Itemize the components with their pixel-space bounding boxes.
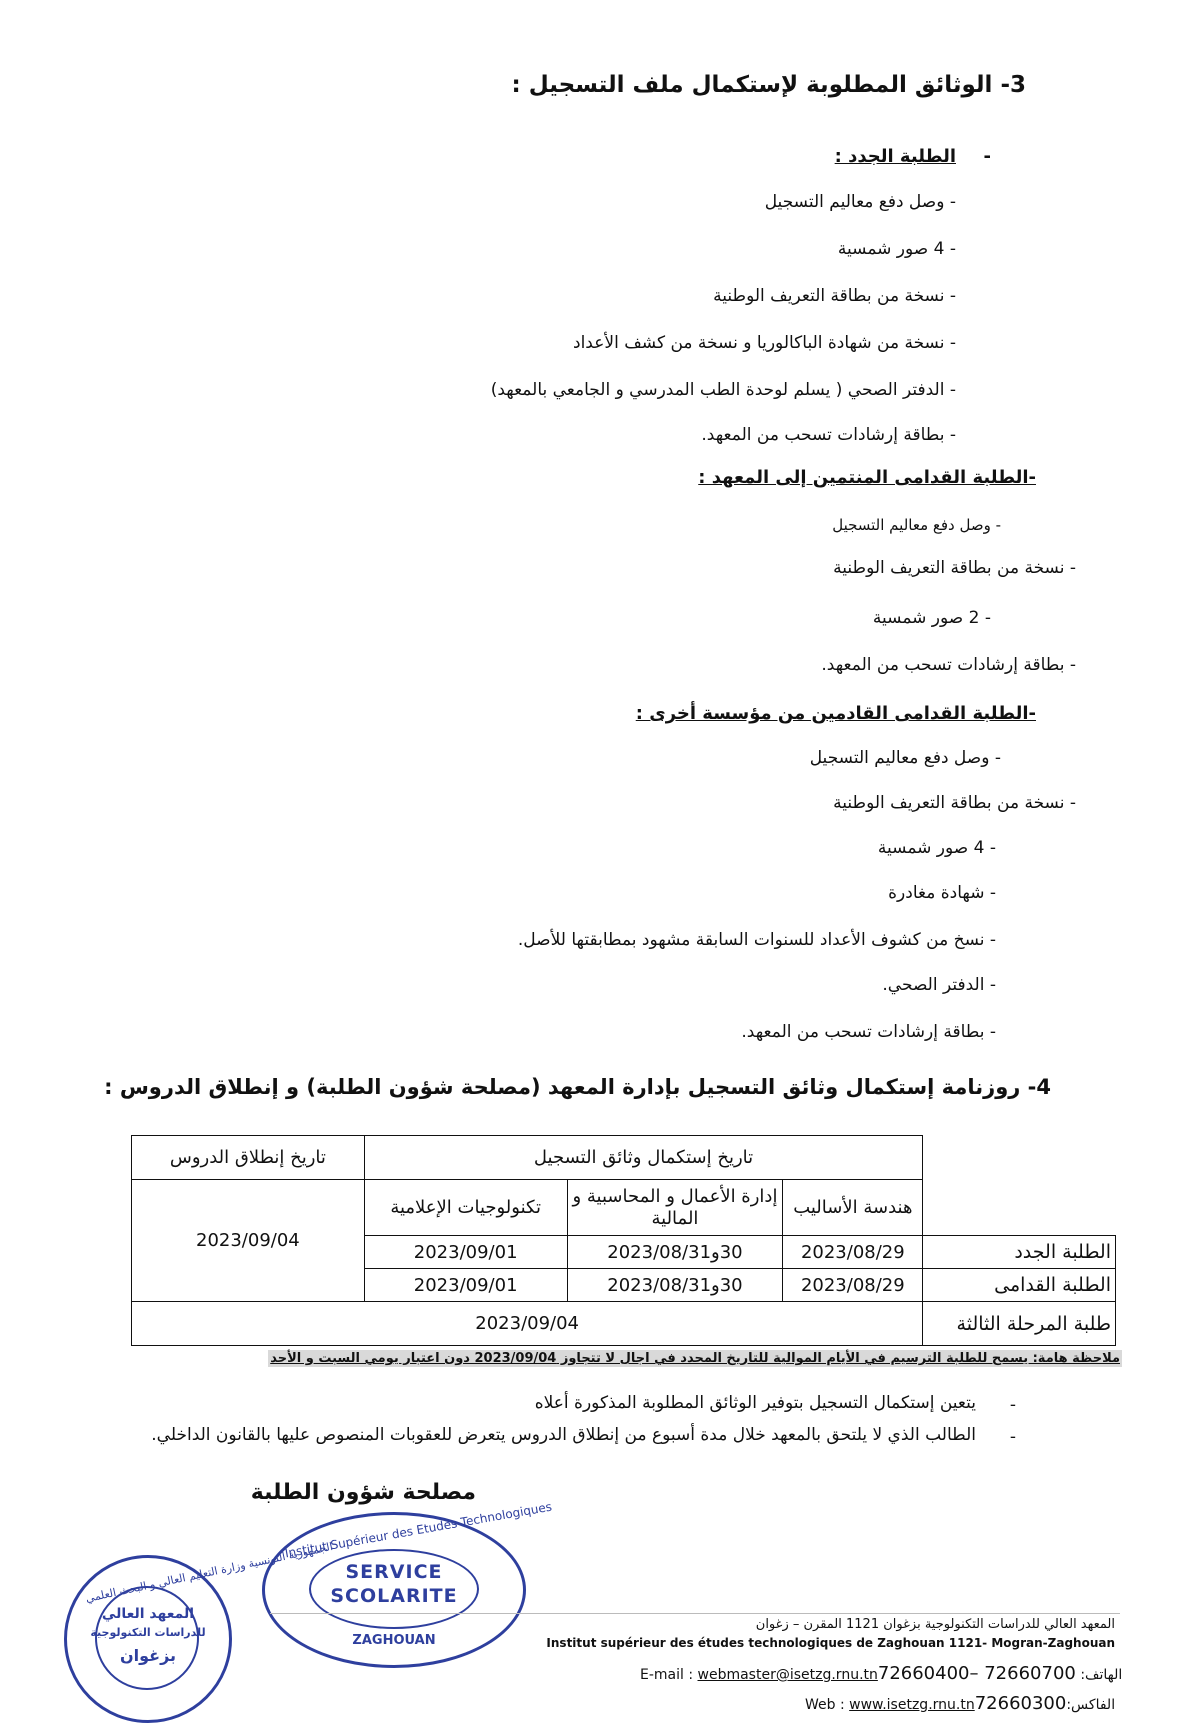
list-item: - نسخة من بطاقة التعريف الوطنية bbox=[713, 286, 956, 306]
table-cell bbox=[783, 1269, 923, 1302]
col-business-cell bbox=[567, 1180, 783, 1236]
start-date-cell bbox=[132, 1180, 365, 1302]
row-label: طلبة المرحلة الثالثة bbox=[956, 1312, 1111, 1335]
list-item: - وصل دفع معاليم التسجيل bbox=[764, 192, 956, 212]
header-docs: تاريخ إستكمال وثائق التسجيل bbox=[533, 1147, 754, 1168]
header-docs-cell bbox=[364, 1136, 923, 1180]
list-item: - شهادة مغادرة bbox=[888, 883, 996, 903]
date-value: 2023/09/01 bbox=[413, 1241, 518, 1263]
table-cell bbox=[567, 1236, 783, 1269]
list-item: - الدفتر الصحي. bbox=[882, 975, 996, 995]
list-item: - الدفتر الصحي ( يسلم لوحدة الطب المدرسي و الجامعي بالمعهد) bbox=[490, 380, 956, 400]
email-label: E-mail : bbox=[640, 1667, 694, 1683]
dash-marker: - bbox=[983, 146, 991, 167]
bullet-item: الطالب الذي لا يلتحق بالمعهد خلال مدة أسبوع من إنطلاق الدروس يتعرض للعقوبات المنصوص عليها بالقانون الداخلي. bbox=[151, 1425, 976, 1445]
footer-web-line bbox=[805, 1693, 1115, 1714]
start-date: 2023/09/04 bbox=[196, 1230, 300, 1251]
bullet-item: يتعين إستكمال التسجيل بتوفير الوثائق المطلوبة المذكورة أعلاه bbox=[534, 1393, 976, 1413]
header-start: تاريخ إنطلاق الدروس bbox=[169, 1147, 326, 1168]
footer-divider bbox=[270, 1613, 1120, 1614]
phone-label: الهاتف: bbox=[1080, 1667, 1123, 1683]
list-item: - 4 صور شمسية bbox=[877, 838, 996, 858]
round-stamp-line2: للدراسات التكنولوجية bbox=[90, 1626, 206, 1639]
oval-stamp-line2: SCOLARITE bbox=[330, 1585, 458, 1607]
oval-stamp-top: Institut Supérieur des Etudes Technologiques bbox=[283, 1499, 553, 1561]
schedule-table bbox=[131, 1135, 1116, 1346]
section4-title: 4- روزنامة إستكمال وثائق التسجيل بإدارة المعهد (مصلحة شؤون الطلبة) و إنطلاق الدروس : bbox=[104, 1075, 1051, 1099]
empty-corner-cell bbox=[923, 1136, 1116, 1236]
col-methods: هندسة الأساليب bbox=[793, 1197, 913, 1218]
table-cell bbox=[783, 1236, 923, 1269]
row-label: الطلبة القدامى bbox=[994, 1274, 1111, 1296]
list-item: - وصل دفع معاليم التسجيل bbox=[832, 516, 1001, 534]
date-value: 2023/09/01 bbox=[413, 1274, 518, 1296]
round-stamp-ring: الجمهورية التونسية وزارة التعليم العالي و البحث العلمي bbox=[84, 1539, 334, 1606]
row-label-cell bbox=[923, 1302, 1116, 1346]
round-stamp-line3: بزغوان bbox=[119, 1646, 177, 1665]
col-business: إدارة الأعمال و المحاسبية و المالية bbox=[572, 1185, 778, 1229]
web-link[interactable]: www.isetzg.rnu.tn bbox=[849, 1697, 975, 1713]
web-label: Web : bbox=[805, 1697, 845, 1713]
row-label-cell bbox=[923, 1236, 1116, 1269]
email-link[interactable]: webmaster@isetzg.rnu.tn bbox=[697, 1667, 878, 1683]
fax-label: الفاكس: bbox=[1066, 1697, 1116, 1713]
section3-title: 3- الوثائق المطلوبة لإستكمال ملف التسجيل : bbox=[511, 72, 1026, 98]
list-item: - بطاقة إرشادات تسحب من المعهد. bbox=[821, 655, 1076, 675]
footer-email-line bbox=[640, 1663, 1122, 1684]
col-it-cell bbox=[364, 1180, 567, 1236]
header-start-cell bbox=[132, 1136, 365, 1180]
col-methods-cell bbox=[783, 1180, 923, 1236]
list-item: - نسخ من كشوف الأعداد للسنوات السابقة مشهود بمطابقتها للأصل. bbox=[517, 930, 996, 950]
oval-stamp-bottom: ZAGHOUAN bbox=[352, 1633, 436, 1648]
list-item: - بطاقة إرشادات تسحب من المعهد. bbox=[741, 1022, 996, 1042]
date-value: 2023/08/29 bbox=[800, 1274, 905, 1296]
new-students-heading: الطلبة الجدد : bbox=[834, 146, 956, 167]
row-label: الطلبة الجدد bbox=[1014, 1241, 1111, 1263]
col-it: تكنولوجيات الإعلامية bbox=[390, 1197, 541, 1218]
list-item: - وصل دفع معاليم التسجيل bbox=[809, 748, 1001, 768]
transfer-students-heading: -الطلبة القدامى القادمين من مؤسسة أخرى : bbox=[635, 703, 1036, 724]
round-stamp bbox=[64, 1539, 334, 1723]
date-value: 30و2023/08/31 bbox=[607, 1274, 743, 1296]
list-item: - نسخة من بطاقة التعريف الوطنية bbox=[833, 793, 1076, 813]
third-date-cell bbox=[132, 1302, 923, 1346]
row-label-cell bbox=[923, 1269, 1116, 1302]
round-stamp-line1: المعهد العالي bbox=[101, 1606, 195, 1622]
signature: مصلحة شؤون الطلبة bbox=[250, 1480, 476, 1505]
list-item: - 4 صور شمسية bbox=[837, 239, 956, 259]
footer-address-ar: المعهد العالي للدراسات التكنولوجية بزغوان 1121 المقرن – زغوان bbox=[755, 1617, 1115, 1632]
bullet-dash: - bbox=[1009, 1427, 1016, 1447]
oval-stamp bbox=[262, 1499, 553, 1668]
list-item: - 2 صور شمسية bbox=[872, 608, 991, 628]
list-item: - بطاقة إرشادات تسحب من المعهد. bbox=[701, 425, 956, 445]
table-cell bbox=[364, 1269, 567, 1302]
table-cell bbox=[567, 1269, 783, 1302]
fax-number: 72660300 bbox=[974, 1693, 1067, 1714]
footer-address-fr: Institut supérieur des études technologiques de Zaghouan 1121- Mogran-Zaghouan bbox=[546, 1636, 1115, 1650]
old-students-heading: -الطلبة القدامى المنتمين إلى المعهد : bbox=[698, 467, 1036, 488]
important-note: ملاحظة هامة: يسمح للطلبة الترسيم في الأيام الموالية للتاريخ المحدد في اجال لا تتجاوز 2023/09/04 دون اعتبار يومي السبت و الأحد bbox=[268, 1350, 1122, 1367]
date-value: 2023/08/29 bbox=[800, 1241, 905, 1263]
list-item: - نسخة من بطاقة التعريف الوطنية bbox=[833, 558, 1076, 578]
phone-numbers: 72660700 –72660400 bbox=[877, 1663, 1076, 1684]
table-cell bbox=[364, 1236, 567, 1269]
list-item: - نسخة من شهادة الباكالوريا و نسخة من كشف الأعداد bbox=[573, 333, 956, 353]
oval-stamp-line1: SERVICE bbox=[345, 1561, 443, 1583]
bullet-dash: - bbox=[1009, 1395, 1016, 1415]
date-value: 2023/09/04 bbox=[475, 1313, 580, 1334]
date-value: 30و2023/08/31 bbox=[607, 1241, 743, 1263]
